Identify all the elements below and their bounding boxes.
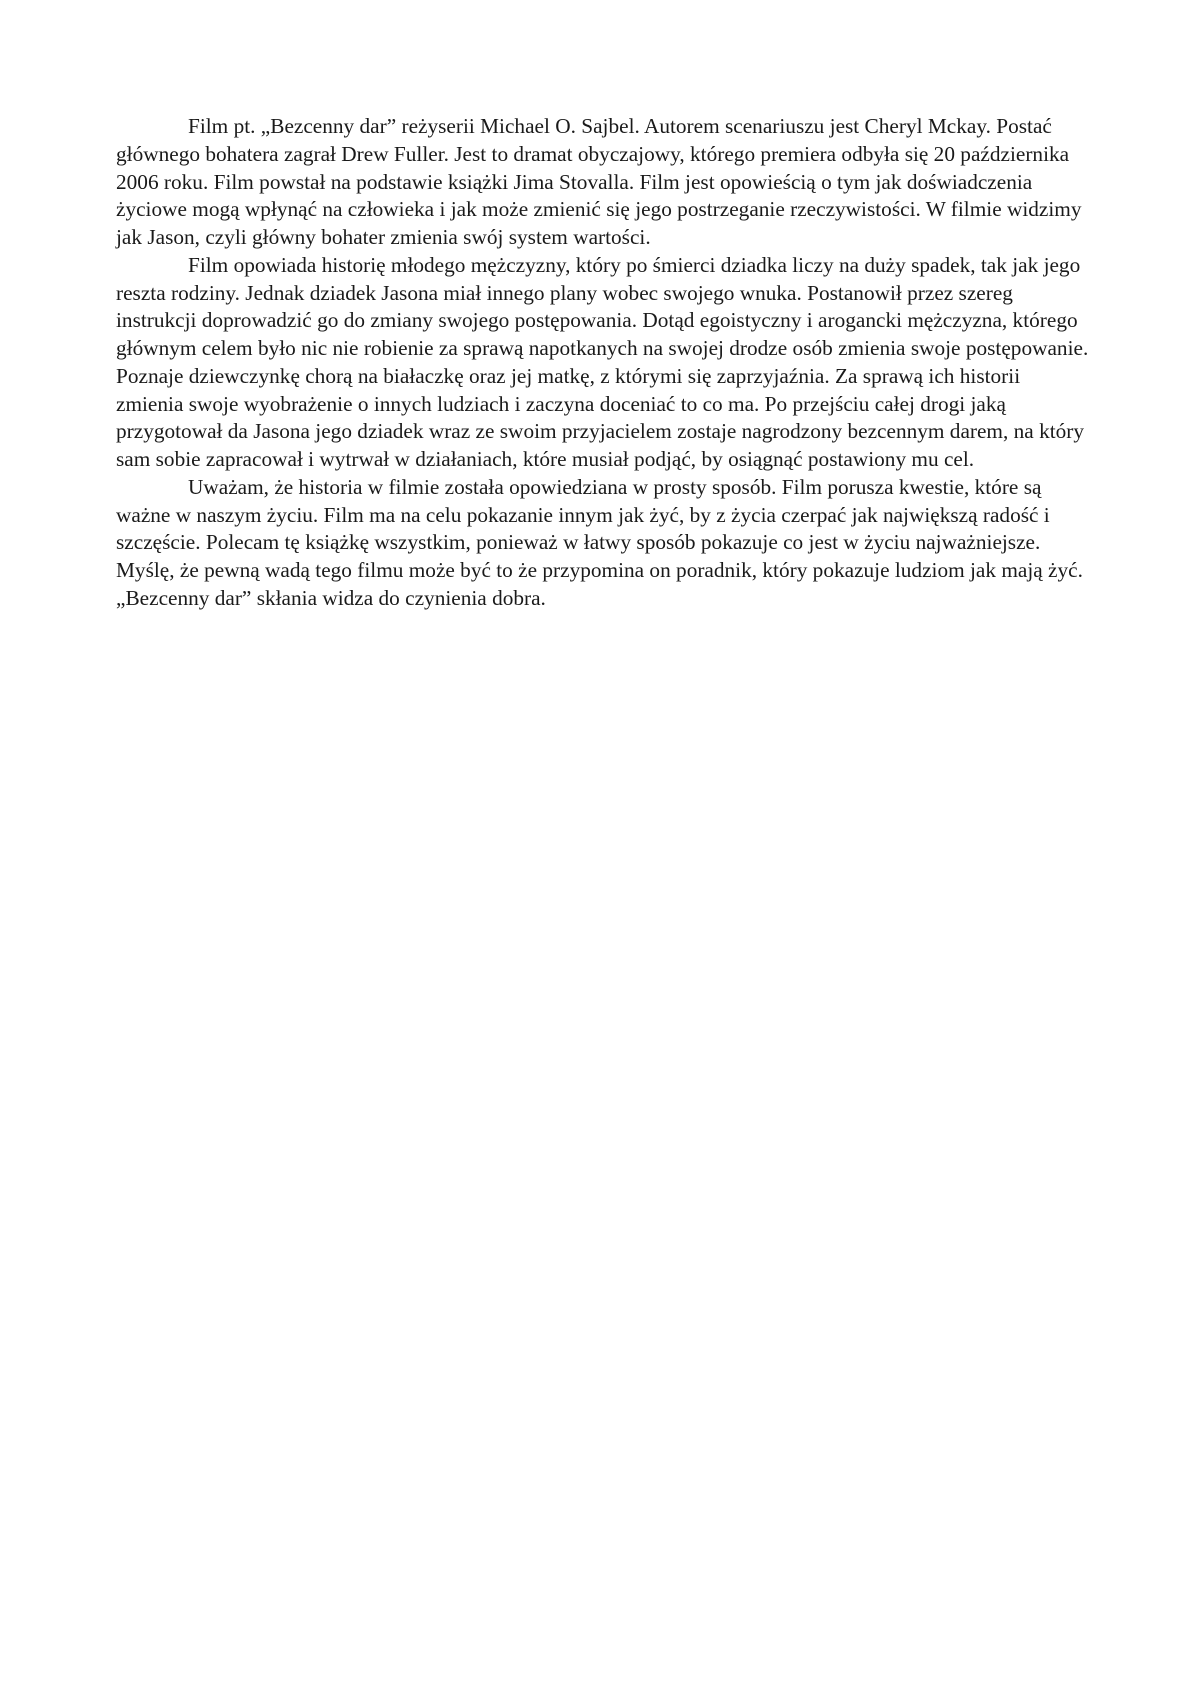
paragraph-intro: Film pt. „Bezcenny dar” reżyserii Michael O. Sajbel. Autorem scenariuszu jest Cheryl Mckay. Postać głównego bohatera zagrał Drew Fuller. Jest to dramat obyczajowy, którego premiera odbyła się 20 października 2006 roku. Film powstał na podstawie książki Jima Stovalla. Film jest opowieścią o tym jak doświadczenia życiowe mogą wpłynąć na człowieka i jak może zmienić się jego postrzeganie rzeczywistości. W filmie widzimy jak Jason, czyli główny bohater zmienia swój system wartości. <box>116 114 1082 249</box>
paragraph-opinion: Uważam, że historia w filmie została opowiedziana w prosty sposób. Film porusza kwestie, które są ważne w naszym życiu. Film ma na celu pokazanie innym jak żyć, by z życia czerpać jak największą radość i szczęście. Polecam tę książkę wszystkim, ponieważ w łatwy sposób pokazuje co jest w życiu najważniejsze. Myślę, że pewną wadą tego filmu może być to że przypomina on poradnik, który pokazuje ludziom jak mają żyć. „Bezcenny dar” skłania widza do czynienia dobra. <box>116 474 1083 610</box>
document-body <box>116 113 1090 613</box>
paragraph-plot: Film opowiada historię młodego mężczyzny, który po śmierci dziadka liczy na duży spadek, tak jak jego reszta rodziny. Jednak dziadek Jasona miał innego plany wobec swojego wnuka. Postanowił przez szereg instrukcji doprowadzić go do zmiany swojego postępowania. Dotąd egoistyczny i arogancki mężczyzna, którego głównym celem było nic nie robienie za sprawą napotkanych na swojej drodze osób zmienia swoje postępowanie. Poznaje dziewczynkę chorą na białaczkę oraz jej matkę, z którymi się zaprzyjaźnia. Za sprawą ich historii zmienia swoje wyobrażenie o innych ludziach i zaczyna doceniać to co ma. Po przejściu całej drogi jaką przygotował da Jasona jego dziadek wraz ze swoim przyjacielem zostaje nagrodzony bezcennym darem, na który sam sobie zapracował i wytrwał w działaniach, które musiał podjąć, by osiągnąć postawiony mu cel. <box>116 252 1089 471</box>
